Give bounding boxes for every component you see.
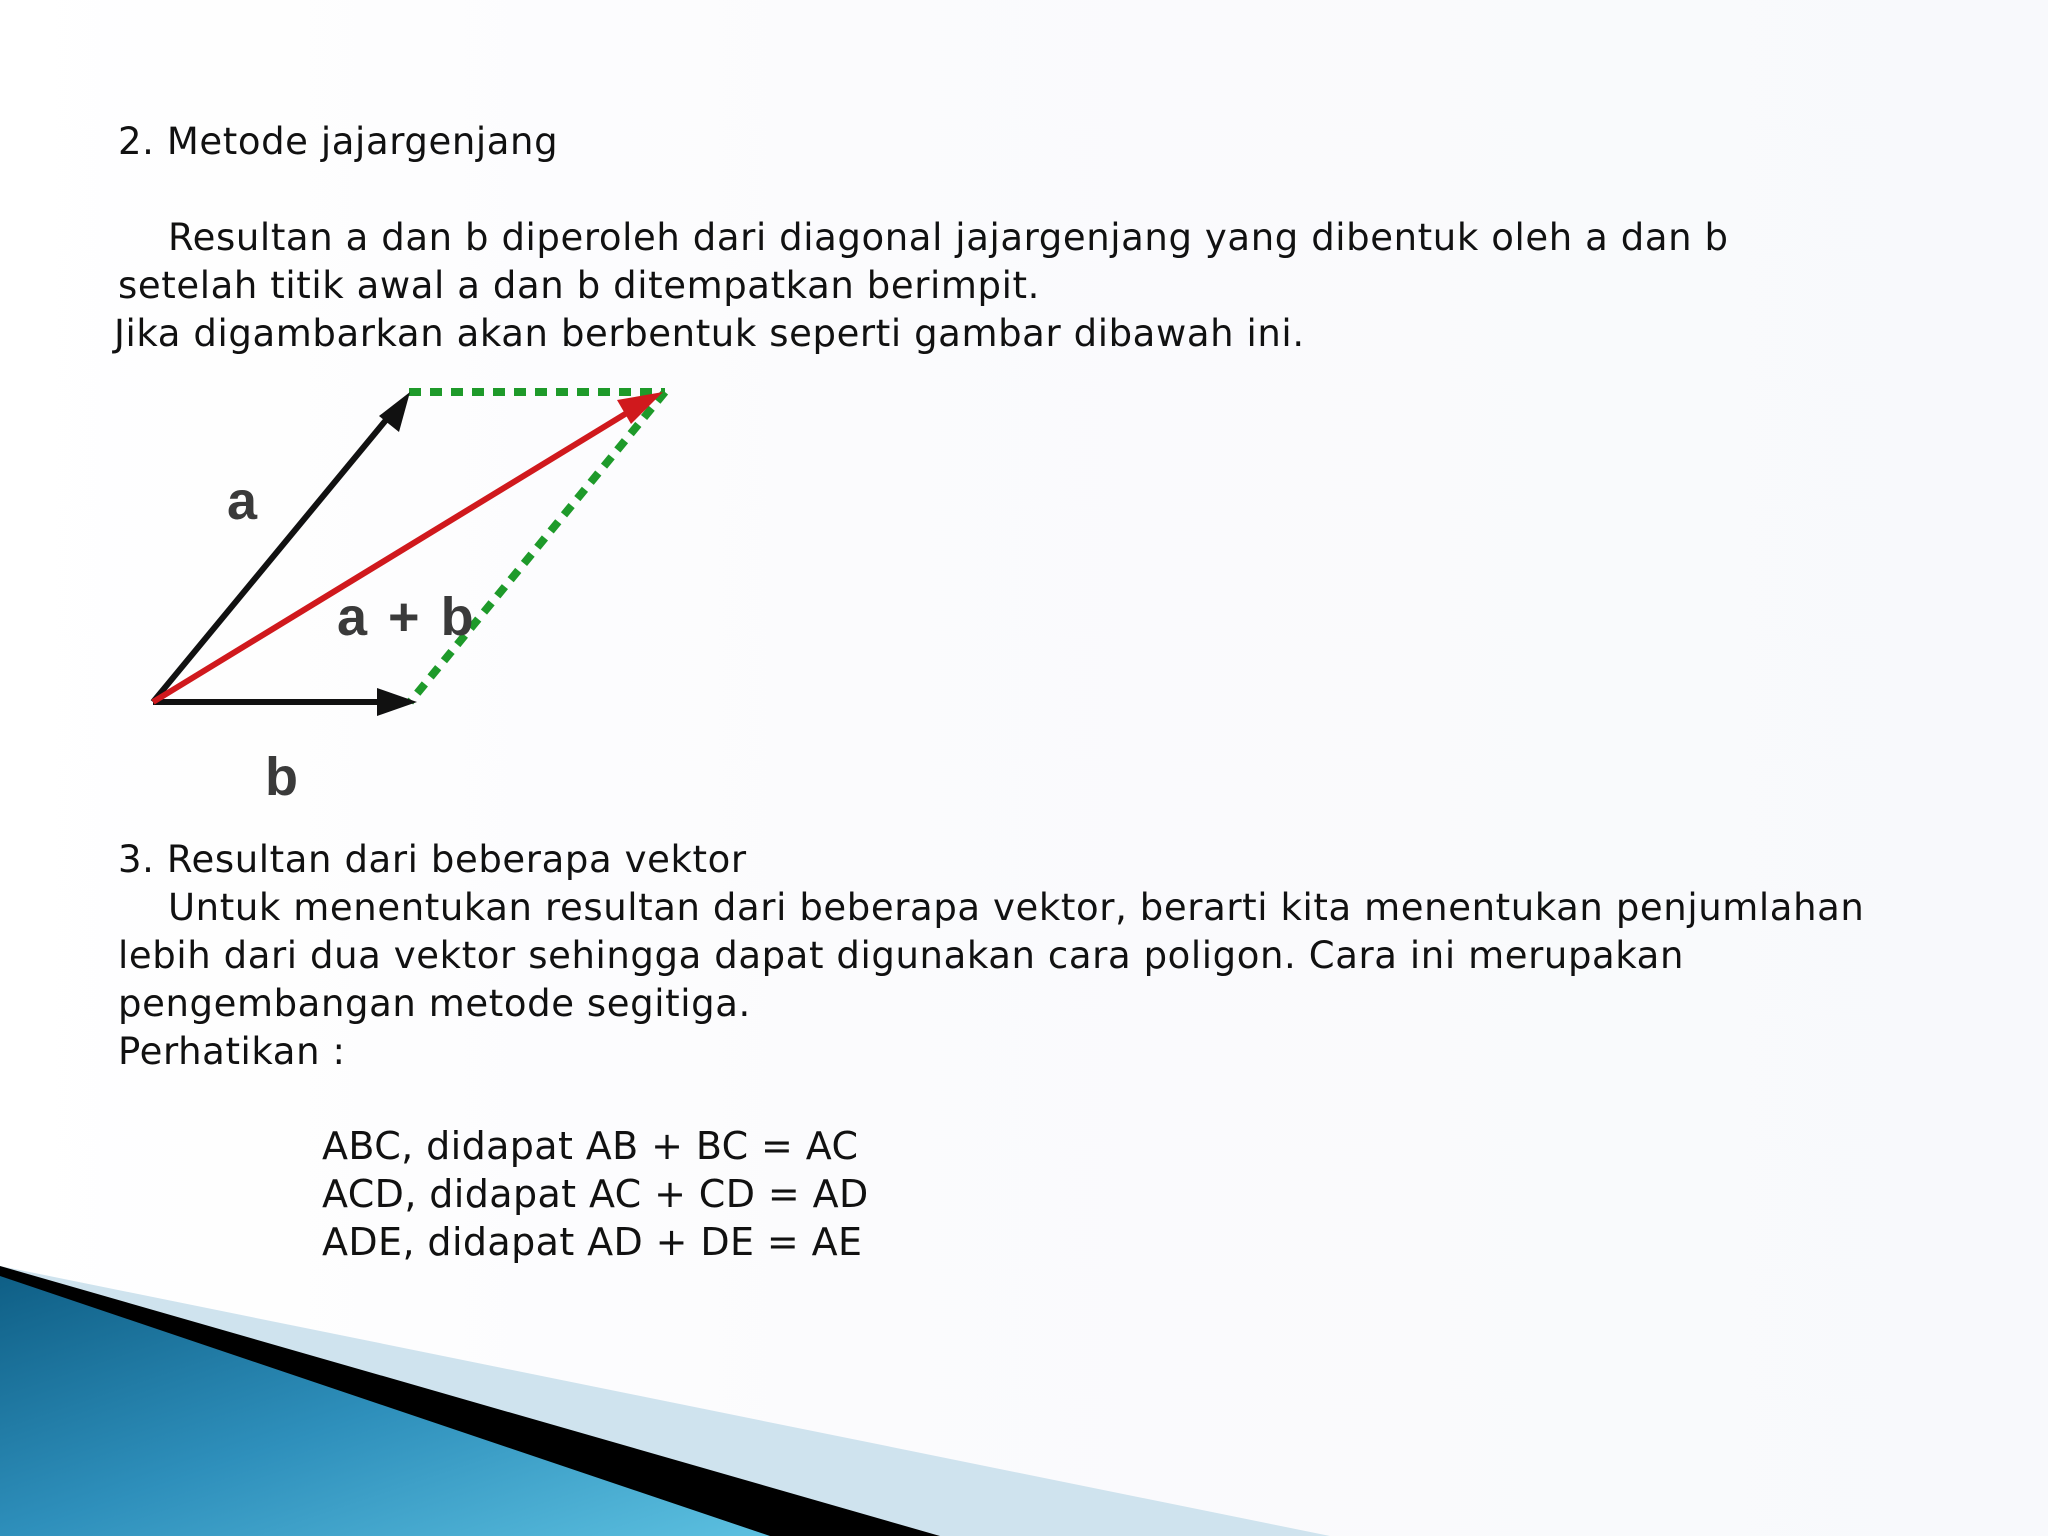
corner-decoration [0,1236,2048,1536]
resultant-arrowhead [617,392,663,424]
parallelogram-diagram [135,378,695,808]
section3-block [118,836,1978,1076]
section2-line: Resultan a dan b diperoleh dari diagonal jajargenjang yang dibentuk oleh a dan b [168,216,1729,259]
example-line: ADE, didapat AD + DE = AE [322,1220,863,1264]
example-line: ACD, didapat AC + CD = AD [322,1172,869,1216]
label-a-plus-b: a + b [337,587,477,647]
example-line: ABC, didapat AB + BC = AC [322,1124,859,1168]
section2-heading-text: 2. Metode jajargenjang [118,120,559,163]
dashed-right-side [410,392,665,702]
vector-b-arrowhead [377,688,417,716]
section3-line: lebih dari dua vektor sehingga dapat digunakan cara poligon. Cara ini merupakan [118,934,1685,977]
section2-heading [118,118,1978,166]
section3-heading: 3. Resultan dari beberapa vektor [118,838,747,881]
label-a: a [227,471,258,531]
section3-line: pengembangan metode segitiga. [118,982,751,1025]
vector-a-line [153,414,391,702]
label-b: b [265,747,298,807]
section3-line: Perhatikan : [118,1030,346,1073]
section2-line: Jika digambarkan akan berbentuk seperti gambar dibawah ini. [114,312,1305,355]
section3-line: Untuk menentukan resultan dari beberapa vektor, berarti kita menentukan penjumlahan [168,886,1865,929]
section2-line: setelah titik awal a dan b ditempatkan berimpit. [118,264,1040,307]
section2-paragraph [114,214,1978,358]
resultant-line [153,408,635,702]
